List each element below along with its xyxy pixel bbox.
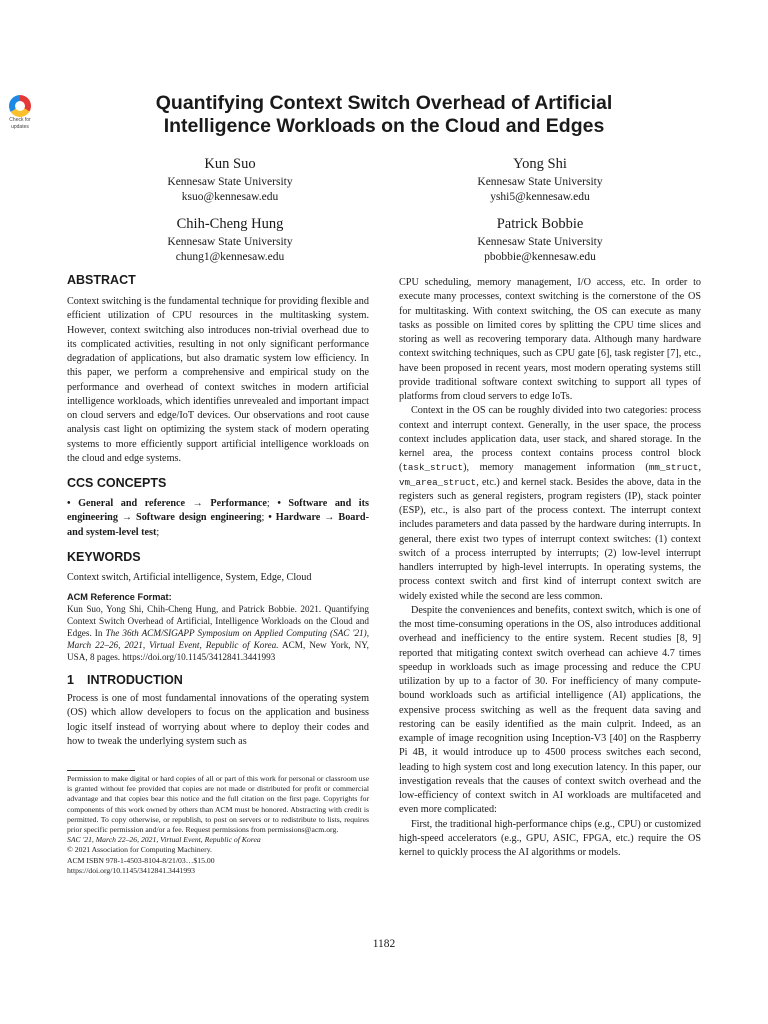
code-term: mm_struct bbox=[648, 462, 699, 474]
right-column bbox=[399, 276, 701, 860]
author-name: Kun Suo bbox=[204, 156, 256, 172]
author-affiliation: Kennesaw State University bbox=[167, 236, 293, 248]
body-paragraph: Despite the conveniences and benefits, context switch, which is one of the most time-consuming operations in the OS, also introduces additional overhead and inefficiency to the entire system. Recent studies [8, 9] reported that mitigating context switch overhead can achieve 4.7 times speedup in workloads such as image processing and reduce the CPU utilization by up to a factor of 30. For inefficiency of many compute-bound workloads such as artificial intelligence (AI) applications, the expensive process switching as well as the frequent data saving and restoring can be easily identified as the main culprit. Indeed, as an example of image recognition using Inception-V3 [40] on the Raspberry Pi 4B, it would introduce up to 4500 process switches each second, leading to high system cost and long execution latency. In this paper, our investigation reveals that the causes of context switch overhead and the low-efficiency of context switch in AI workloads are multifaceted and even more complicated: bbox=[399, 604, 701, 816]
author-block bbox=[410, 216, 670, 265]
badge-label-2: updates bbox=[11, 123, 29, 130]
ccs-separator: ; bbox=[266, 498, 278, 509]
ccs-concept: • Hardware → Board- and system-level test bbox=[67, 512, 369, 538]
ccs-concept: • General and reference → Performance bbox=[67, 498, 267, 509]
author-affiliation: Kennesaw State University bbox=[477, 176, 603, 188]
venue-line: SAC '21, March 22–26, 2021, Virtual Event, Republic of Korea bbox=[67, 835, 261, 845]
doi-link[interactable]: https://doi.org/10.1145/3412841.3441993 bbox=[67, 865, 195, 875]
introduction-heading bbox=[67, 673, 369, 688]
title-line-1: Quantifying Context Switch Overhead of Artificial bbox=[155, 92, 613, 114]
code-term: task_struct bbox=[402, 462, 464, 474]
isbn-line: ACM ISBN 978-1-4503-8104-8/21/03…$15.00 bbox=[67, 855, 215, 865]
paper-title bbox=[60, 92, 708, 138]
author-affiliation: Kennesaw State University bbox=[477, 236, 603, 248]
text-run: , bbox=[698, 462, 701, 474]
author-affiliation: Kennesaw State University bbox=[167, 176, 293, 188]
ccs-separator: ; bbox=[156, 526, 160, 538]
keywords-heading: KEYWORDS bbox=[67, 549, 141, 564]
crossmark-icon bbox=[9, 95, 31, 117]
introduction-text: Process is one of most fundamental innovations of the operating system (OS) which allow developers to focus on the application and business logic itself instead of worrying about where to deploy their codes and how to tweak the underlying system such as bbox=[67, 693, 369, 747]
section-number: 1 bbox=[67, 673, 74, 687]
footnote-rule bbox=[67, 770, 135, 771]
page-number: 1182 bbox=[372, 938, 396, 950]
left-column bbox=[67, 273, 369, 749]
author-block bbox=[100, 156, 360, 205]
author-email: ksuo@kennesaw.edu bbox=[181, 191, 279, 203]
text-run: Context in the OS can be roughly divided into two categories: process context and interrupt context. Generally, in the user space, the process context includes application data, user stack, and shared storage. In the kernel area, the process context contains process control block ( bbox=[399, 405, 701, 474]
ccs-separator: ; bbox=[261, 512, 269, 524]
title-line-2: Intelligence Workloads on the Cloud and Edges bbox=[163, 115, 605, 137]
ccs-concept: • Software and its engineering → Software design engineering bbox=[67, 498, 369, 524]
ccs-heading: CCS CONCEPTS bbox=[67, 476, 167, 490]
permission-notice: Permission to make digital or hard copies of all or part of this work for personal or classroom use is granted without fee provided that copies are not made or distributed for profit or commercial advantage and that copies bear this notice and the full citation on the first page. Copyrights for components of this work owned by others than ACM must be honored. Abstracting with credit is permitted. To copy otherwise, or republish, to post on servers or to redistribute to lists, requires prior specific permission and/or a fee. Request permissions from permissions@acm.org. bbox=[67, 774, 369, 835]
author-name: Patrick Bobbie bbox=[496, 216, 584, 232]
acm-reference-part: Kun Suo, Yong Shi, Chih-Cheng Hung, and Patrick Bobbie. 2021. Quantifying Context Switch Overhead of Artificial, Intelligence Workloads on the Cloud and Edges. In bbox=[67, 604, 369, 638]
abstract-heading: ABSTRACT bbox=[67, 273, 136, 287]
acm-reference-venue: The 36th ACM/SIGAPP Symposium on Applied Computing (SAC '21), March 22–26, 2021, Virtual Event, Republic of Korea. bbox=[67, 628, 369, 650]
code-term: vm_area_struct bbox=[399, 476, 477, 488]
author-name: Chih-Cheng Hung bbox=[176, 216, 284, 232]
author-block bbox=[410, 156, 670, 205]
body-paragraph: CPU scheduling, memory management, I/O access, etc. In order to execute many processes, context switching is the cornerstone of the OS for multitasking. With context switching, the OS can execute as many tasks as possible on limited cores by splitting the CPU time slices and storing as well as recovering temporary data. Although many hardware context switching techniques, such as CPU gate [6], task register [7], etc., have been proposed in recent years, most modern operating systems still provide traditional software context switching to support all types of platforms from cloud servers to edge IoTs. bbox=[399, 277, 701, 402]
acm-reference-heading: ACM Reference Format: bbox=[67, 592, 172, 602]
body-paragraph: First, the traditional high-performance chips (e.g., CPU) or customized high-speed accelerators (e.g., GPU, ASIC, FPGA, etc.) require the OS kernel to quickly process the AI algorithms or models. bbox=[399, 818, 701, 858]
author-name: Yong Shi bbox=[513, 156, 567, 172]
check-for-updates-badge[interactable] bbox=[5, 95, 35, 130]
acm-reference-part: ACM, New York, NY, USA, 8 pages. https://doi.org/10.1145/3412841.3441993 bbox=[67, 640, 369, 662]
keywords-text: Context switch, Artificial intelligence, System, Edge, Cloud bbox=[67, 571, 312, 583]
copyright-line: © 2021 Association for Computing Machinery. bbox=[67, 845, 212, 855]
author-email: pbobbie@kennesaw.edu bbox=[484, 251, 596, 263]
abstract-text: Context switching is the fundamental technique for providing flexible and efficient utilization of CPU resources in the multitasking system. However, context switching also introduces non-trivial overhead due to its complicated activities, resulting in not only significant performance degradation of applications, but also dramatic system low efficiency. In this paper, we perform a comprehensive and empirical study on the performance and overhead of context switches in modern artificial intelligence workloads, which identifies unrevealed and important impact on cloud servers and edge/IoT devices. Our observations and root cause analysis cast light on optimizing the system stack of modern operating systems to more efficiently support artificial intelligence workloads on the cloud and edge systems. bbox=[67, 296, 369, 464]
copyright-footnote bbox=[67, 774, 369, 876]
badge-label-1: Check for bbox=[9, 117, 31, 123]
section-title: INTRODUCTION bbox=[87, 673, 183, 687]
author-email: yshi5@kennesaw.edu bbox=[490, 191, 590, 203]
text-run: , etc.) and kernel stack. Besides the above, data in the registers such as general registers, program registers (IP), stack pointer (ESP), etc., is also part of the process context. The interrupt context includes parameters and data passed by the hardware during interrupts. In general, there exist two types of interrupt context switches: (1) context switch of a process interrupted by interrupts; (2) low-level interrupt handlers interrupted by high-level interrupts. In operating systems, the process context switch and first kind of interrupt context switch are widely existed while the second are less common. bbox=[399, 476, 701, 602]
author-block bbox=[100, 216, 360, 265]
text-run: ), memory management information ( bbox=[463, 462, 649, 474]
author-email: chung1@kennesaw.edu bbox=[175, 251, 285, 263]
body-paragraph bbox=[399, 404, 701, 604]
ccs-concepts bbox=[67, 497, 369, 540]
acm-reference-text bbox=[67, 603, 369, 663]
